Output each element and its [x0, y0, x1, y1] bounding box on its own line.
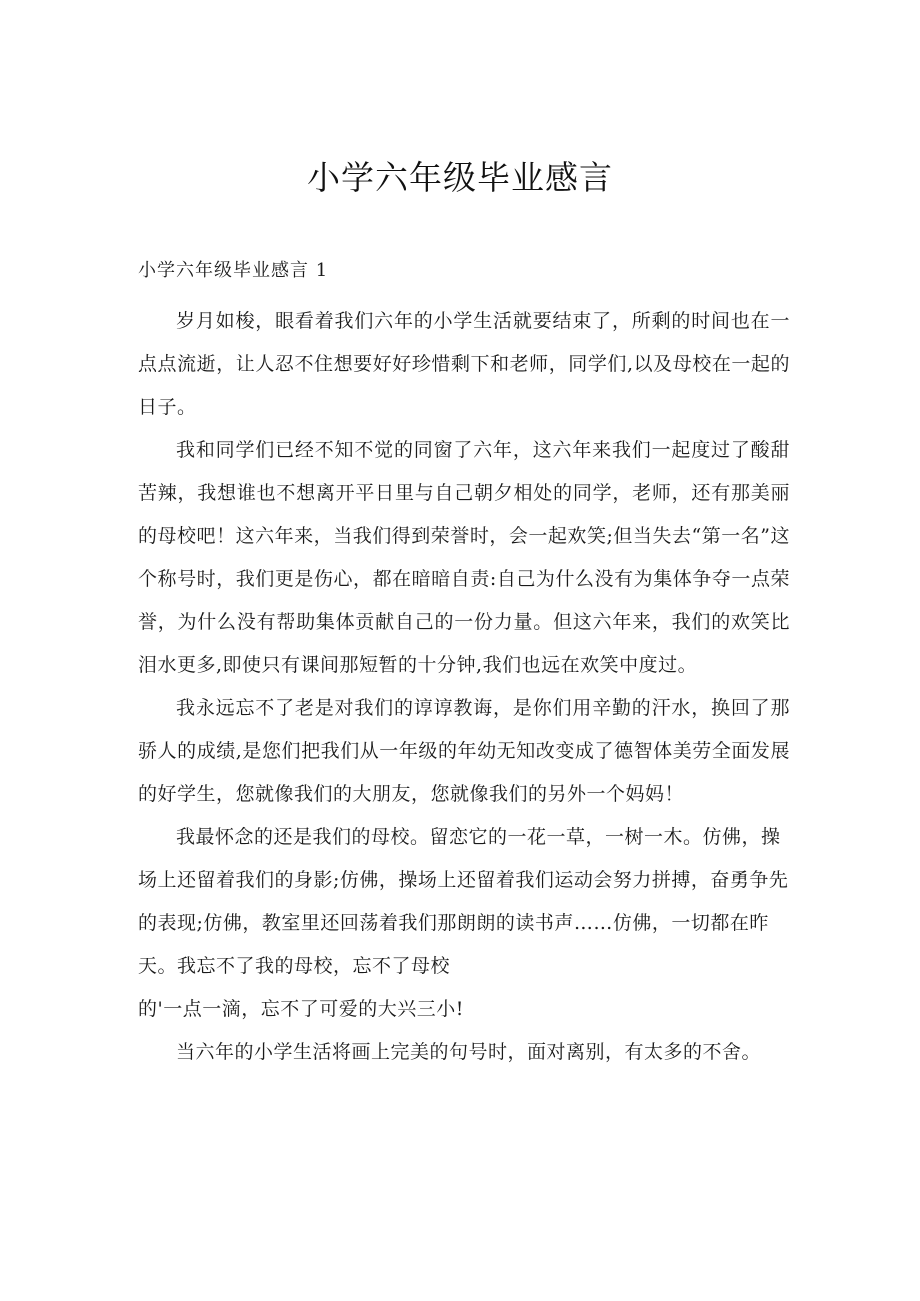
document-title: 小学六年级毕业感言 — [307, 158, 613, 197]
paragraph-continuation: 的'一点一滴，忘不了可爱的大兴三小! — [138, 998, 464, 1020]
paragraph: 我和同学们已经不知不觉的同窗了六年，这六年来我们一起度过了酸甜苦辣，我想谁也不想离开平日里与自己朝夕相处的同学，老师，还有那美丽的母校吧！这六年来，当我们得到荣誉时，会一起欢笑;但当失去“第一名”这个称号时，我们更是伤心，都在暗暗自责:自己为什么没有为集体争夺一点荣誉，为什么没有帮助集体贡献自己的一份力量。但这六年来，我们的欢笑比泪水更多,即使只有课间那短暂的十分钟,我们也远在欢笑中度过。 — [138, 439, 790, 676]
document-body — [138, 300, 790, 1074]
section-heading: 小学六年级毕业感言 1 — [138, 260, 329, 281]
paragraph: 我最怀念的还是我们的母校。留恋它的一花一草，一树一木。仿佛，操场上还留着我们的身影;仿佛，操场上还留着我们运动会努力拼搏，奋勇争先的表现;仿佛，教室里还回荡着我们那朗朗的读书声……仿佛，一切都在昨天。我忘不了我的母校，忘不了母校 — [138, 826, 789, 977]
paragraph: 当六年的小学生活将画上完美的句号时，面对离别，有太多的不舍。 — [176, 1041, 762, 1063]
paragraph: 岁月如梭，眼看着我们六年的小学生活就要结束了，所剩的时间也在一点点流逝，让人忍不住想要好好珍惜剩下和老师，同学们,以及母校在一起的日子。 — [138, 310, 790, 418]
paragraph: 我永远忘不了老是对我们的谆谆教诲，是你们用辛勤的汗水，换回了那骄人的成绩,是您们把我们从一年级的年幼无知改变成了德智体美劳全面发展的好学生，您就像我们的大朋友，您就像我们的另外一个妈妈！ — [138, 697, 790, 805]
